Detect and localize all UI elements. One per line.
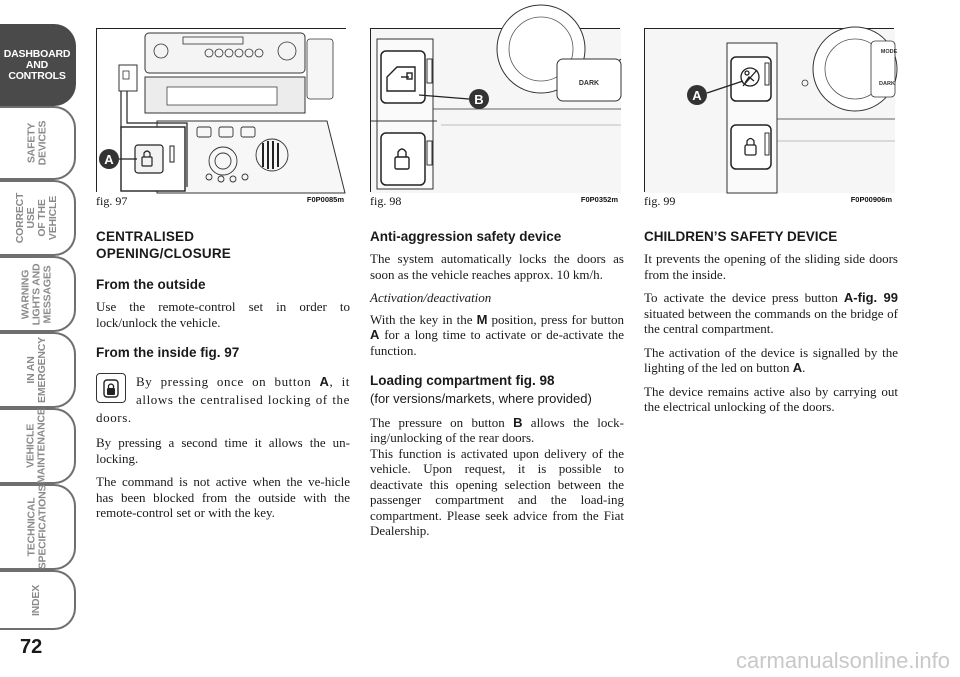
heading-loading-compartment: Loading compartment fig. 98 [370,373,555,388]
tab-label: DASHBOARD AND CONTROLS [3,47,71,82]
paragraph-activation [370,312,624,359]
figure-code: F0P0352m [580,195,618,204]
figure-reference: A-fig. 99 [843,290,898,305]
tab-label: SAFETY DEVICES [24,120,48,166]
paragraph-loading-delivery: This function is activated upon delivery of the vehicle. Upon request, it is possible to deactivate this opening selection between the passenger compartment and the load-ing compartment. Please seek advice from the Fiat Dealership. [370,445,624,538]
tab-label: TECHNICAL SPECIFICATIONS [25,484,49,570]
paragraph-child-remains: The device remains active also by carrying out the electrical unlocking of the doors. [644,383,898,414]
tab-safety-devices[interactable] [0,106,76,180]
text-fragment: The activation of the device is signalled by the lighting of the led on button [644,344,898,375]
figure-97-illustration [96,28,346,192]
watermark: carmanualsonline.info [735,648,950,673]
text-fragment: situated between the commands on the bridge of the central compartment. [644,305,898,336]
paragraph-loading-note: (for versions/markets, where provided) [370,391,592,406]
paragraph-anti-aggression: The system automatically locks the doors as soon as the vehicle reaches approx. 10 km/h. [370,251,624,282]
key-position-reference: M [476,311,488,327]
button-reference: A [792,360,803,375]
figure-caption: fig. 99 [644,194,676,208]
figure-99 [644,28,898,208]
tab-warning-lights[interactable] [0,256,76,332]
tab-dashboard-and-controls[interactable] [0,24,76,106]
text-fragment: , it allows the centralised locking of the doors. [96,374,350,425]
heading-anti-aggression: Anti-aggression safety device [370,229,562,244]
column-centralised-opening [96,228,350,529]
section-title [96,228,350,262]
section-title-line: CENTRALISED [96,229,195,244]
paragraph-not-active: The command is not active when the ve-hicle has been blocked from the outside with the remote-control set or with the key. [96,474,350,520]
heading-childrens-safety: CHILDREN’S SAFETY DEVICE [644,229,838,244]
tab-label: CORRECT USE OF THE VEHICLE [14,192,59,244]
paragraph-child-led [644,345,898,376]
text-fragment: allows the lock-ing/unlocking of the rear doors. [370,414,624,445]
tab-label: WARNING LIGHTS AND MESSAGES [19,263,54,325]
paragraph-second-press: By pressing a second time it allows the un-locking. [96,435,350,466]
text-fragment: . [802,360,806,375]
tab-label: INDEX [30,584,43,616]
section-title-line: OPENING/CLOSURE [96,246,232,261]
figure-99-callout: A [692,88,702,103]
paragraph-child-prevents: It prevents the opening of the sliding side doors from the inside. [644,251,898,282]
paragraph-inside [96,373,350,427]
button-reference: A [319,374,330,389]
tab-vehicle-maintenance[interactable] [0,408,76,484]
text-fragment: The pressure on button [370,414,514,430]
text-fragment: position, press for button [487,311,624,327]
tab-technical-specifications[interactable] [0,484,76,570]
figure-98-illustration [370,28,620,192]
dark-label: DARK [879,81,895,87]
figure-98 [370,28,620,208]
figure-98-callout: B [474,92,484,107]
column-anti-aggression [370,228,624,547]
button-reference: A [370,327,380,342]
figure-caption: fig. 98 [370,194,402,208]
tab-index[interactable] [0,570,76,630]
figure-97-callout: A [104,152,114,167]
figure-97 [96,28,346,208]
section-tabs [0,24,76,630]
dark-label: DARK [578,80,600,87]
paragraph-child-activate [644,290,898,337]
figure-99-illustration [644,28,898,192]
lock-button-icon [96,373,126,403]
text-fragment: To activate the device press button [644,290,844,305]
text-fragment: By pressing once on button [136,374,320,389]
paragraph-loading [370,415,624,446]
heading-from-outside: From the outside [96,277,206,292]
tab-in-an-emergency[interactable] [0,332,76,408]
figure-code: F0P0085m [306,195,344,204]
tab-label: VEHICLE MAINTENANCE [25,408,49,484]
tab-label: IN AN EMERGENCY [24,337,48,403]
page-number: 72 [20,636,43,658]
paragraph-outside: Use the remote-control set in order to lock/unlock the vehicle. [96,299,350,330]
heading-from-inside: From the inside fig. 97 [96,345,240,360]
figure-code: F0P00906m [850,195,892,204]
heading-activation: Activation/deactivation [370,290,492,305]
figure-caption: fig. 97 [96,194,128,208]
text-fragment: With the key in the [370,311,477,327]
lock-icon [102,377,120,399]
column-childrens-safety [644,228,898,423]
button-reference: B [513,414,523,430]
text-fragment: for a long time to activate or de-activate the function. [370,327,624,358]
tab-correct-use[interactable] [0,180,76,256]
mode-label: MODE [880,49,898,55]
